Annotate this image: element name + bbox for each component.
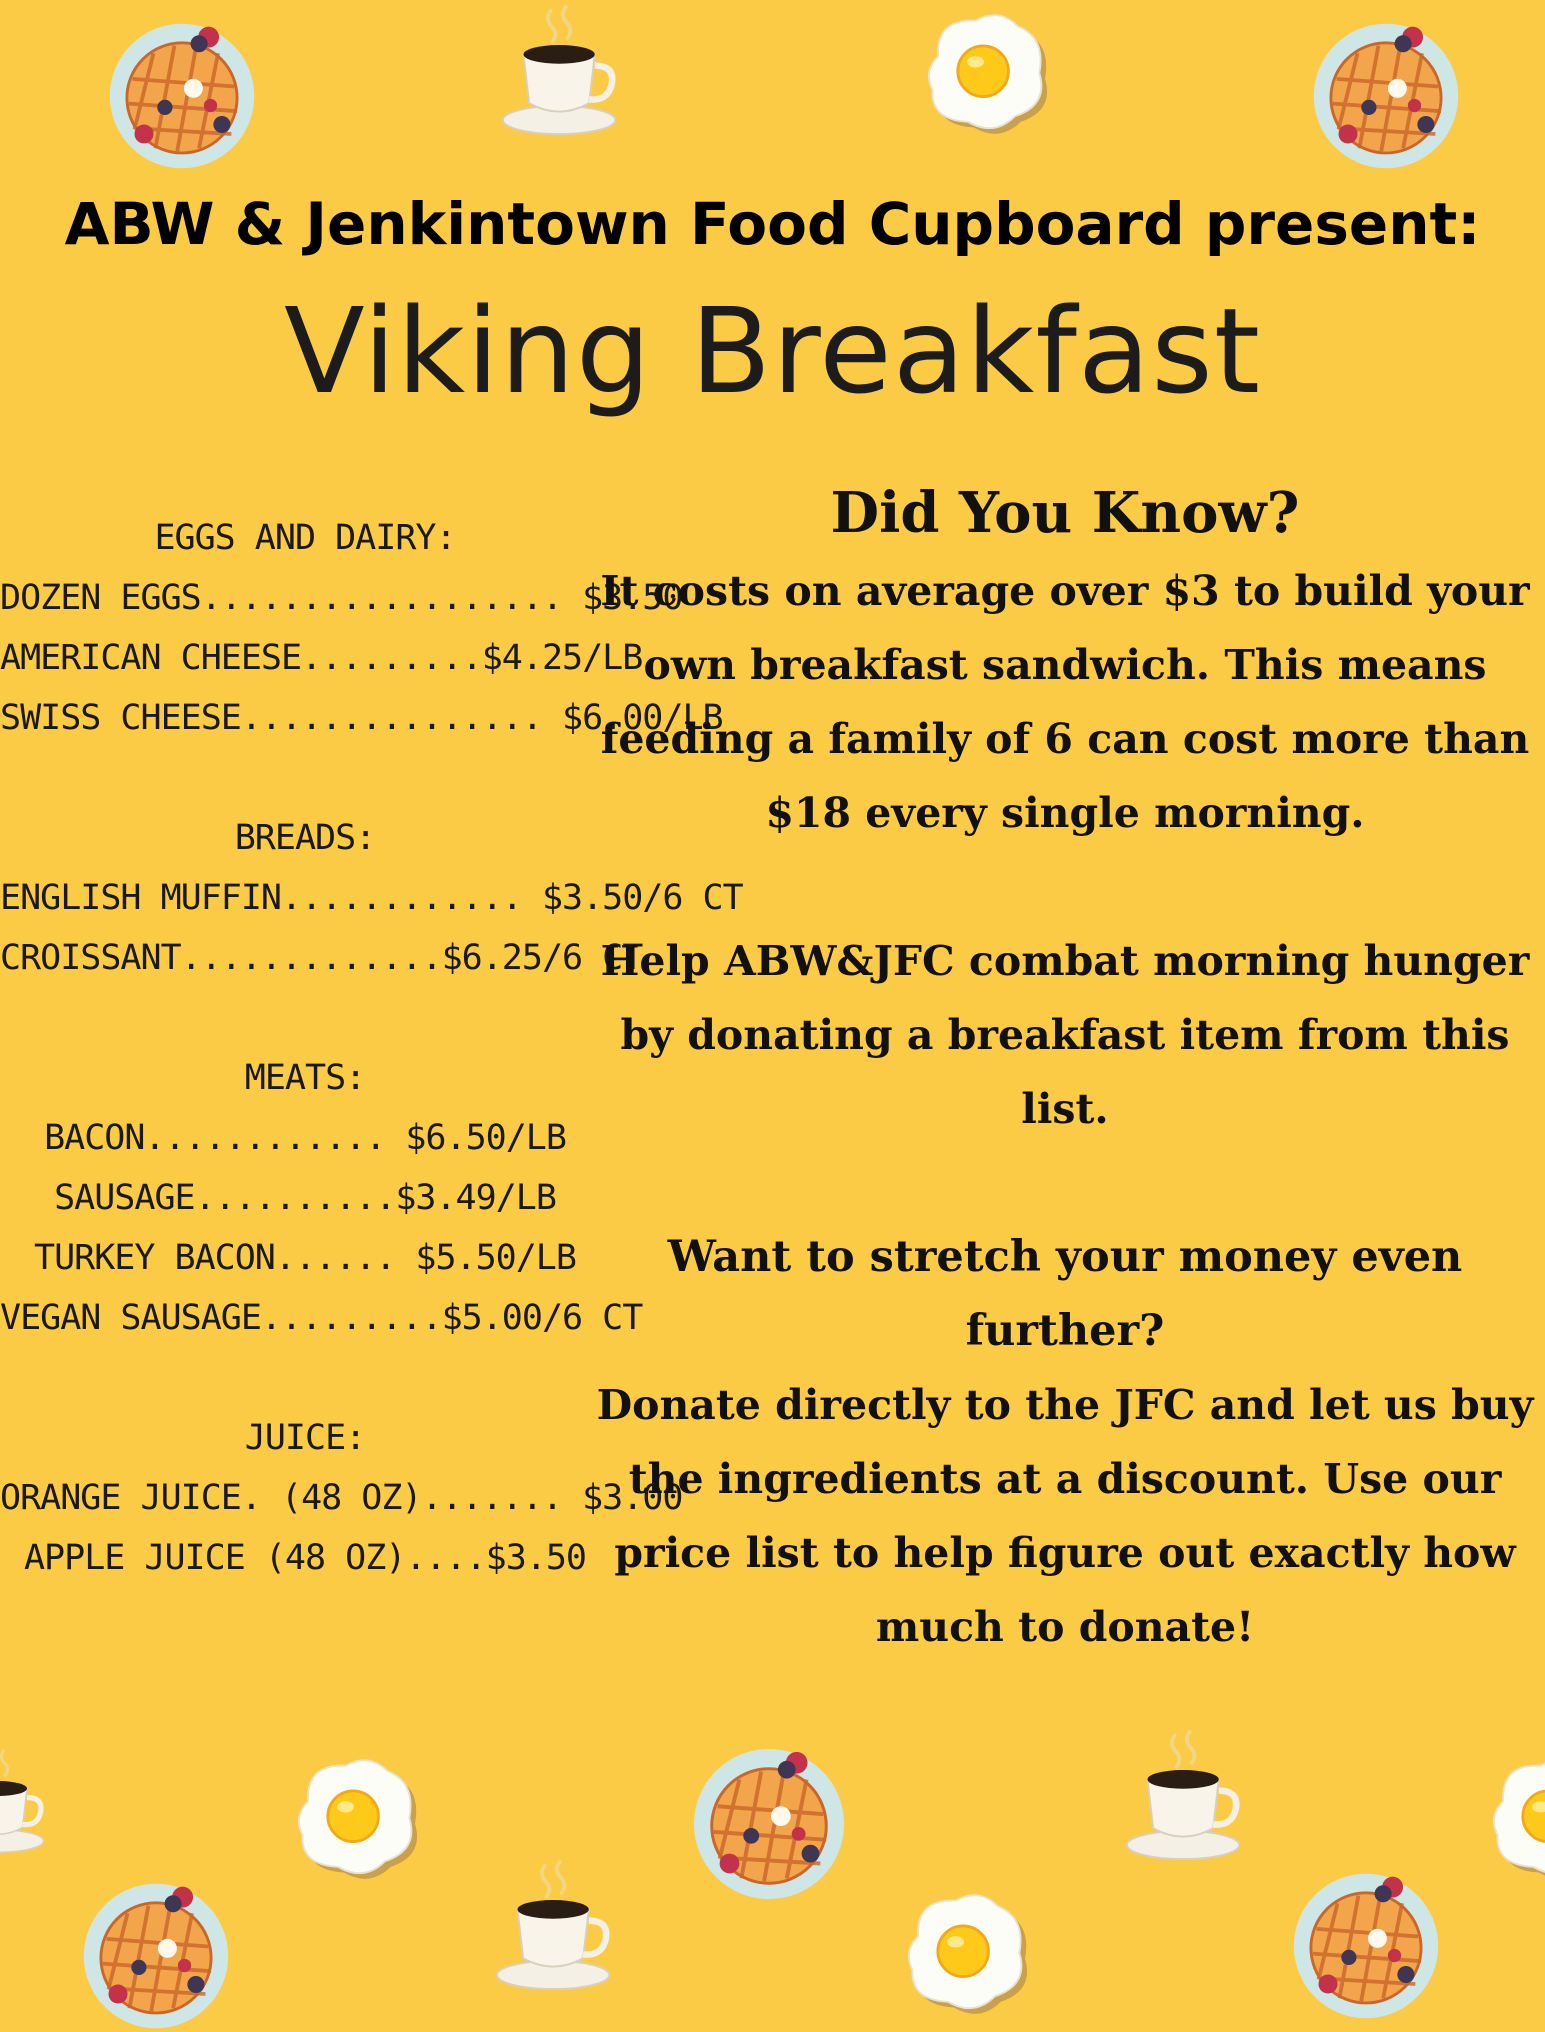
waffle-icon bbox=[80, 1880, 232, 2032]
info-paragraph-donate: Donate directly to the JFC and let us buy the ingredients at a discount. Use our price list to help figure out exactly how much to donate! bbox=[596, 1381, 1534, 1651]
fried-egg-icon bbox=[1470, 1745, 1545, 1895]
section-heading: JUICE: bbox=[244, 1418, 366, 1458]
price-item: ENGLISH MUFFIN............ $3.50/6 CT bbox=[0, 878, 743, 918]
price-item: TURKEY BACON...... $5.50/LB bbox=[34, 1238, 576, 1278]
waffle-icon bbox=[690, 1745, 848, 1903]
price-section-eggs-dairy bbox=[0, 508, 723, 748]
price-item: SAUSAGE..........$3.49/LB bbox=[54, 1178, 556, 1218]
coffee-cup-icon bbox=[1110, 1725, 1260, 1875]
waffle-icon bbox=[1310, 20, 1462, 172]
price-item: VEGAN SAUSAGE.........$5.00/6 CT bbox=[0, 1298, 643, 1338]
page-title: Viking Breakfast bbox=[284, 282, 1261, 420]
waffle-icon bbox=[1290, 1870, 1442, 2022]
price-section-breads bbox=[0, 808, 743, 988]
coffee-cup-icon bbox=[480, 1855, 630, 2005]
section-heading: MEATS: bbox=[244, 1058, 366, 1098]
info-paragraph-help: Help ABW&JFC combat morning hunger by donating a breakfast item from this list. bbox=[600, 937, 1530, 1133]
price-section-meats bbox=[0, 1048, 643, 1348]
price-item: SWISS CHEESE............... $6.00/LB bbox=[0, 698, 723, 738]
coffee-cup-icon bbox=[0, 1745, 60, 1865]
section-heading: EGGS AND DAIRY: bbox=[154, 518, 456, 558]
price-item: DOZEN EGGS.................. $3.50 bbox=[0, 578, 683, 618]
coffee-cup-icon bbox=[486, 0, 636, 150]
price-item: CROISSANT.............$6.25/6 CT bbox=[0, 938, 643, 978]
fried-egg-icon bbox=[900, 0, 1070, 150]
fried-egg-icon bbox=[880, 1880, 1050, 2030]
price-item: BACON............ $6.50/LB bbox=[44, 1118, 566, 1158]
section-heading: BREADS: bbox=[234, 818, 376, 858]
info-subheading: Want to stretch your money even further? bbox=[667, 1232, 1463, 1356]
price-item: APPLE JUICE (48 OZ)....$3.50 bbox=[23, 1538, 586, 1578]
info-heading: Did You Know? bbox=[830, 480, 1300, 546]
price-item: AMERICAN CHEESE.........$4.25/LB bbox=[0, 638, 643, 678]
info-paragraph-cost: It costs on average over $3 to build your own breakfast sandwich. This means feeding a family of 6 can cost more than $18 every single morning. bbox=[600, 567, 1530, 837]
info-column bbox=[585, 478, 1545, 1664]
price-list bbox=[0, 508, 743, 1648]
price-section-juice bbox=[0, 1408, 683, 1588]
fried-egg-icon bbox=[270, 1745, 440, 1895]
subtitle: ABW & Jenkintown Food Cupboard present: bbox=[64, 190, 1481, 258]
waffle-icon bbox=[106, 20, 258, 172]
price-item: ORANGE JUICE. (48 OZ)....... $3.00 bbox=[0, 1478, 683, 1518]
